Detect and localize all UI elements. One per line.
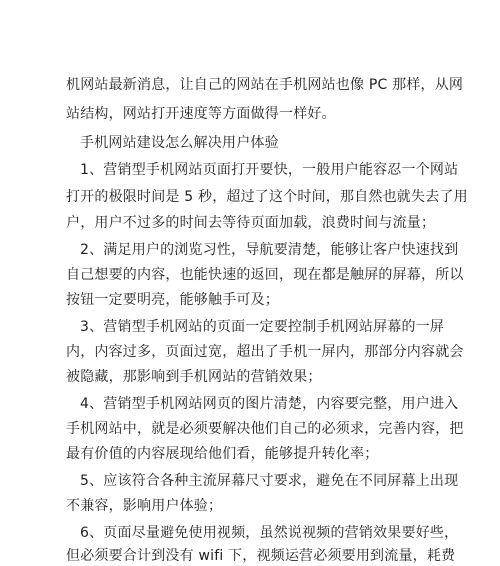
text-line: 机网站最新消息，让自己的网站在手机网站也像 PC 那样，从网 [66,77,464,93]
text-line: 2、满足用户的浏览习性，导航要清楚，能够让客户快速找到 [80,242,459,258]
text-line: 5、应该符合各种主流屏幕尺寸要求，避免在不同屏幕上出现 [80,473,459,489]
text-line: 1、营销型手机网站页面打开要快，一般用户能容忍一个网站 [80,162,459,178]
text-line: 被隐藏，那影响到手机网站的营销效果； [66,369,322,385]
text-line: 按钮一定要明亮，能够触手可及； [66,292,279,308]
text-line: 站结构，网站打开速度等方面做得一样好。 [66,106,336,122]
text-line: 自己想要的内容，也能快速的返回，现在都是触屏的屏幕，所以 [66,267,464,283]
text-line: 打开的极限时间是 5 秒，超过了这个时间，那自然也就失去了用 [66,189,468,205]
text-line: 3、营销型手机网站的页面一定要控制手机网站屏幕的一屏 [80,319,445,335]
text-line: 但必须要合计到没有 wifi 下，视频运营必须要用到流量，耗费 [66,548,456,564]
text-line: 最有价值的内容展现给他们看，能够提升转化率； [66,446,379,462]
text-line: 内，内容过多，页面过宽，超出了手机一屏内，那部分内容就会 [66,344,464,360]
text-line: 不兼容，影响用户体验； [66,498,223,514]
text-line: 户，用户不过多的时间去等待页面加载，浪费时间与流量； [66,215,436,231]
text-line: 4、营销型手机网站网页的图片清楚，内容要完整，用户进入 [80,396,459,412]
text-line: 手机网站中，就是必须要解决他们自己的必须求，完善内容，把 [66,421,464,437]
section-heading: 手机网站建设怎么解决用户体验 [80,135,279,151]
text-line: 6、页面尽量避免使用视频，虽然说视频的营销效果要好些， [80,525,459,541]
